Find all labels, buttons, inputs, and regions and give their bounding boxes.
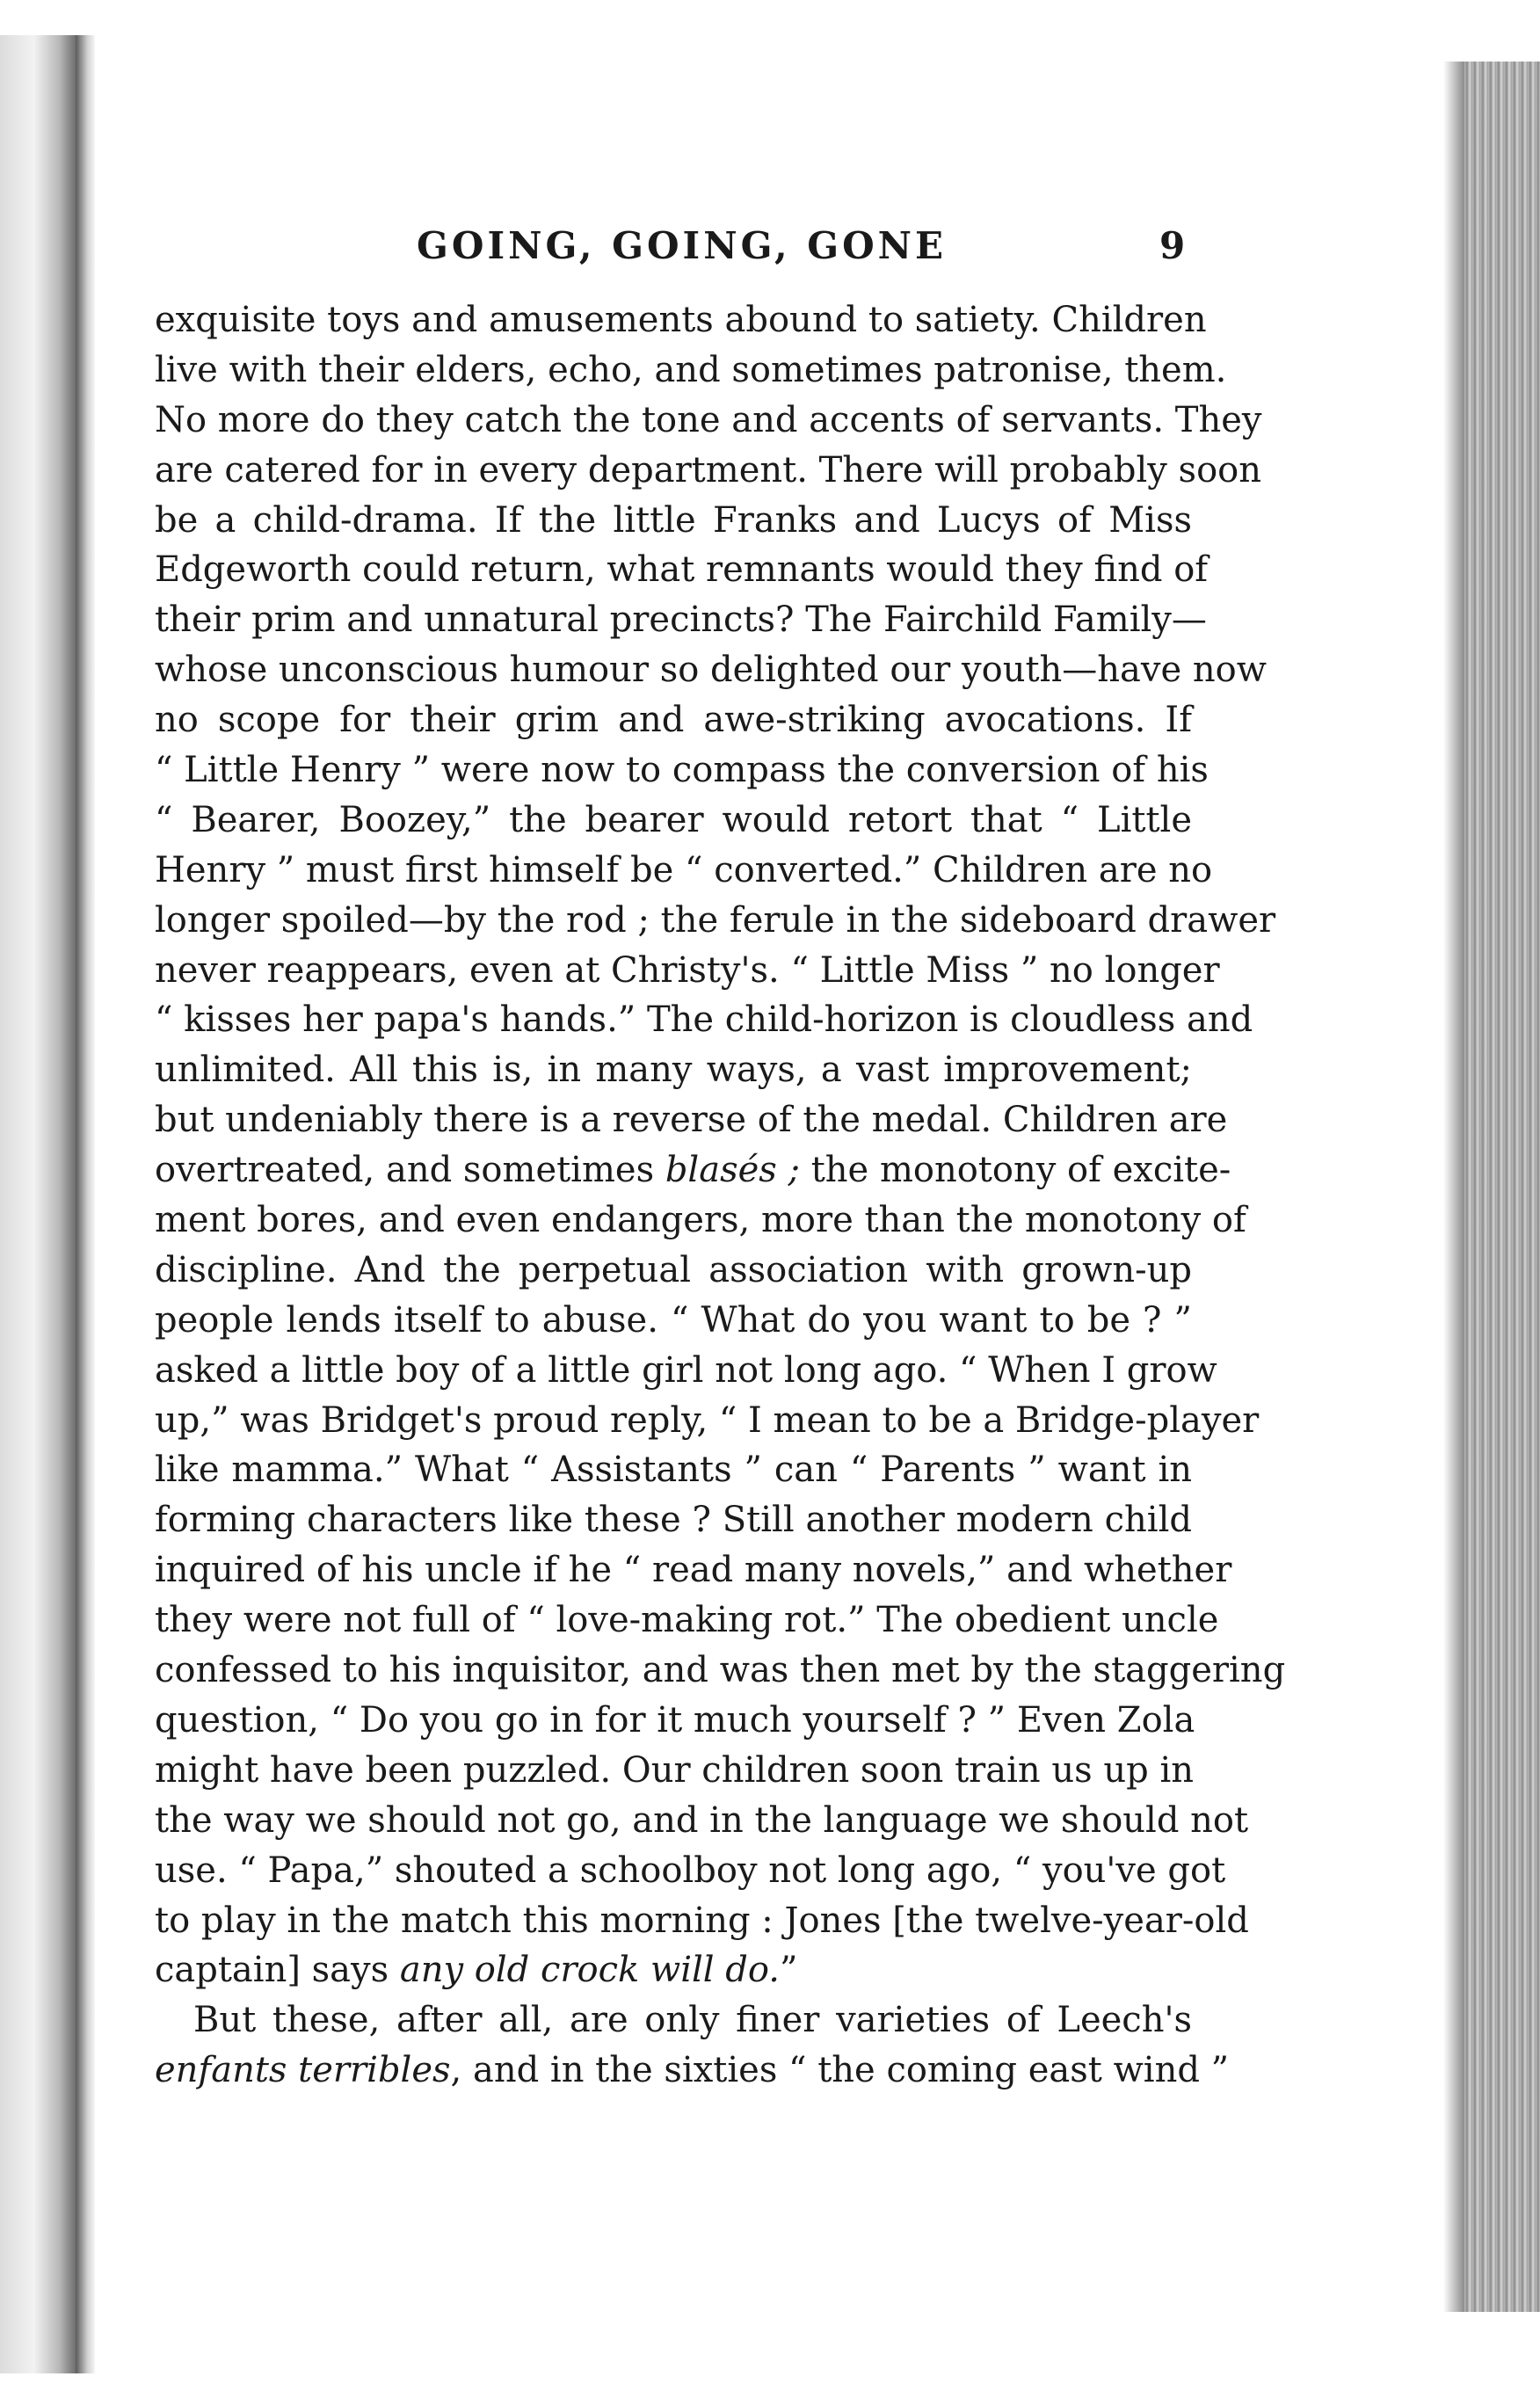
text-run: captain] says <box>155 1950 400 1991</box>
text-line: whose unconscious humour so delighted our youth—have now <box>155 650 1267 691</box>
text-line: ment bores, and even endangers, more than the monotony of <box>155 1200 1246 1241</box>
text-line: are catered for in every department. There will probably soon <box>155 449 1262 491</box>
text-line: Edgeworth could return, what remnants would they find of <box>155 549 1209 591</box>
text-line: but undeniably there is a reverse of the medal. Children are <box>155 1100 1228 1141</box>
body-text <box>155 295 1286 2096</box>
text-line: they were not full of “ love-making rot.” The obedient uncle <box>155 1600 1219 1641</box>
text-run: overtreated, and sometimes <box>155 1150 665 1191</box>
italic-text-run: blasés ; <box>665 1150 800 1191</box>
page-header <box>417 224 1190 277</box>
book-left-edge <box>0 35 76 2373</box>
text-line: “ Little Henry ” were now to compass the conversion of his <box>155 750 1209 791</box>
book-gutter-shadow <box>76 35 95 2373</box>
text-line <box>155 2046 1230 2096</box>
text-line: unlimited. All this is, in many ways, a vast improvement; <box>155 1050 1192 1091</box>
text-line: live with their elders, echo, and sometimes patronise, them. <box>155 349 1227 390</box>
text-line: people lends itself to abuse. “ What do you want to be ? ” <box>155 1299 1192 1341</box>
text-line <box>155 1145 1231 1196</box>
text-line: up,” was Bridget's proud reply, “ I mean to be a Bridge-player <box>155 1399 1260 1441</box>
book-page-stack <box>1464 62 1540 2312</box>
italic-text-run: enfants terribles <box>155 2050 451 2091</box>
italic-text-run: any old crock will do. <box>399 1950 780 1991</box>
page-number: 9 <box>1159 224 1186 267</box>
text-line: their prim and unnatural precincts? The Fairchild Family— <box>155 600 1207 641</box>
text-line: asked a little boy of a little girl not long ago. “ When I grow <box>155 1349 1217 1391</box>
running-title: GOING, GOING, GONE <box>417 224 948 267</box>
text-line: confessed to his inquisitor, and was then met by the staggering <box>155 1650 1286 1691</box>
text-run: the monotony of excite- <box>800 1150 1231 1191</box>
text-line: No more do they catch the tone and accents of servants. They <box>155 399 1262 440</box>
text-run: , and in the sixties “ the coming east wind ” <box>450 2050 1230 2091</box>
text-line: Henry ” must first himself be “ converted.” Children are no <box>155 849 1213 890</box>
text-line: use. “ Papa,” shouted a schoolboy not long ago, “ you've got <box>155 1850 1226 1891</box>
text-line: But these, after all, are only finer varieties of Leech's <box>193 2000 1192 2041</box>
text-line: discipline. And the perpetual association with grown-up <box>155 1249 1192 1290</box>
text-line: to play in the match this morning : Jones [the twelve-year-old <box>155 1900 1249 1941</box>
text-line: never reappears, even at Christy's. “ Little Miss ” no longer <box>155 949 1220 991</box>
text-line: like mamma.” What “ Assistants ” can “ Parents ” want in <box>155 1450 1192 1491</box>
book-right-shadow <box>1443 62 1464 2312</box>
text-line: might have been puzzled. Our children soon train us up in <box>155 1749 1195 1791</box>
text-line: no scope for their grim and awe-striking avocations. If <box>155 700 1192 741</box>
text-line <box>155 1945 1192 1995</box>
text-line: inquired of his uncle if he “ read many novels,” and whether <box>155 1550 1232 1591</box>
text-run: ” <box>779 1950 798 1991</box>
text-line: question, “ Do you go in for it much yourself ? ” Even Zola <box>155 1699 1195 1741</box>
text-line: exquisite toys and amusements abound to satiety. Children <box>155 300 1207 340</box>
text-line: be a child-drama. If the little Franks and Lucys of Miss <box>155 499 1192 541</box>
text-line: the way we should not go, and in the language we should not <box>155 1799 1249 1841</box>
text-line: “ kisses her papa's hands.” The child-horizon is cloudless and <box>155 999 1253 1041</box>
text-line: forming characters like these ? Still another modern child <box>155 1500 1192 1541</box>
text-line: “ Bearer, Boozey,” the bearer would retort that “ Little <box>155 799 1192 840</box>
text-line: longer spoiled—by the rod ; the ferule in the sideboard drawer <box>155 899 1276 941</box>
